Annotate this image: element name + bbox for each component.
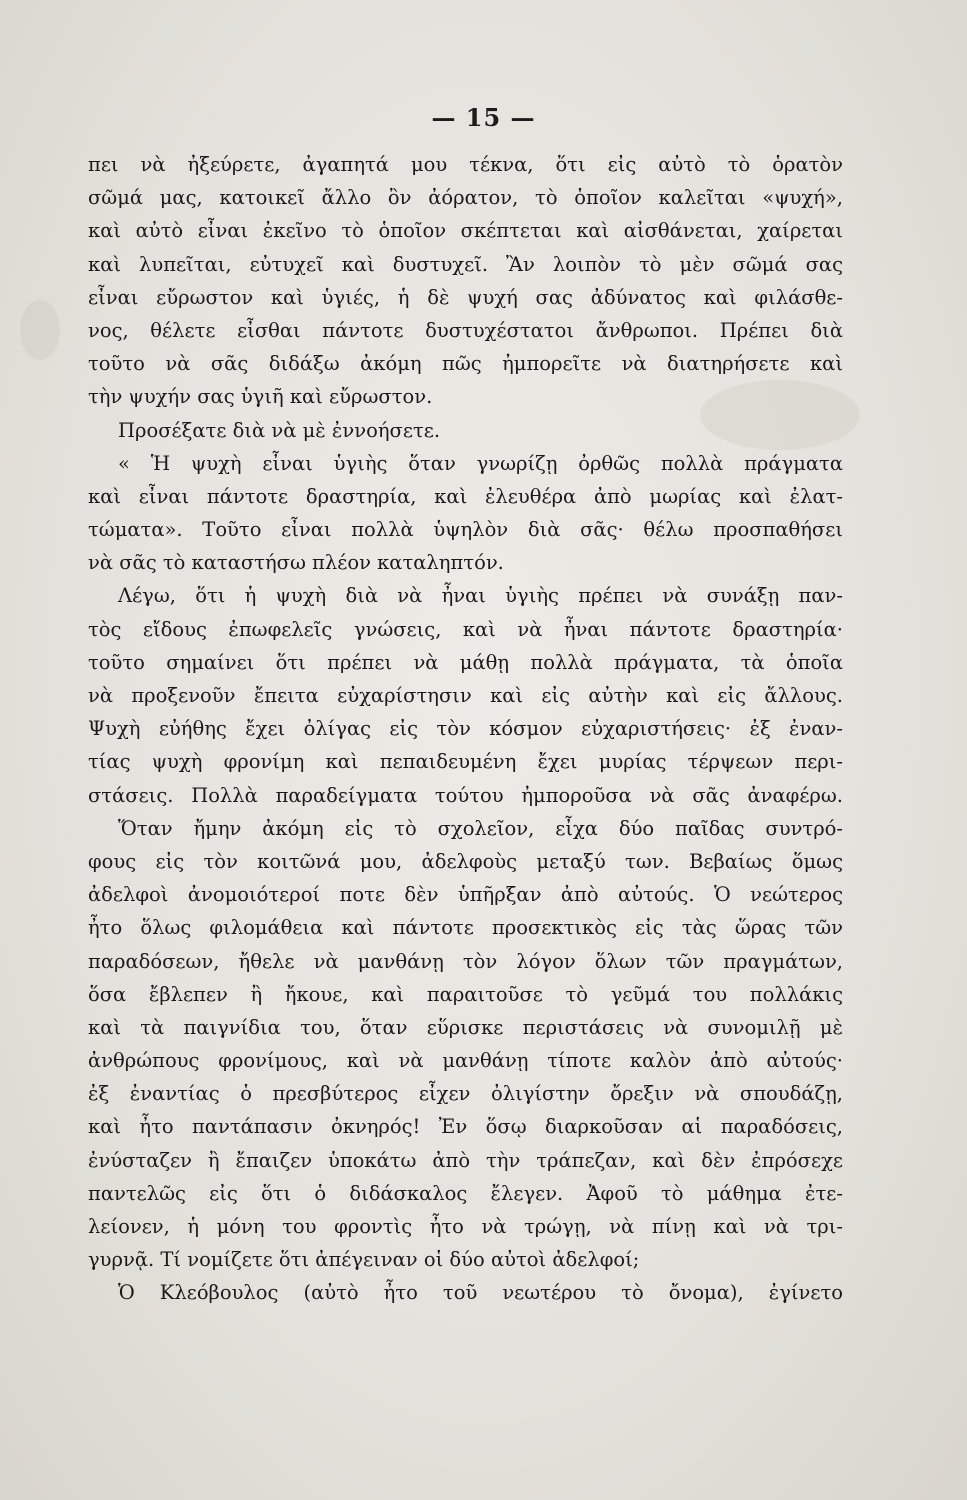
text-line: σῶμά μας, κατοικεῖ ἄλλο ὂν ἀόρατον, τὸ ὁποῖον καλεῖται «ψυχή»,: [88, 186, 843, 210]
text-line: γυρνᾷ. Τί νομίζετε ὅτι ἀπέγειναν οἱ δύο αὐτοὶ ἀδελφοί;: [88, 1248, 640, 1272]
text-line: τὴν ψυχήν σας ὑγιῆ καὶ εὔρωστον.: [88, 385, 433, 409]
text-line: νὰ σᾶς τὸ καταστήσω πλέον καταληπτόν.: [88, 551, 504, 575]
text-line: « Ἡ ψυχὴ εἶναι ὑγιὴς ὅταν γνωρίζῃ ὀρθῶς πολλὰ πράγματα: [118, 451, 843, 475]
text-line: φους εἰς τὸν κοιτῶνά μου, ἀδελφοὺς μεταξύ των. Βεβαίως ὅμως: [88, 849, 843, 873]
text-line: ἀδελφοὶ ἀνομοιότεροί ποτε δὲν ὑπῆρξαν ἀπὸ αὐτούς. Ὁ νεώτερος: [88, 883, 843, 907]
text-line: Ὅταν ἤμην ἀκόμη εἰς τὸ σχολεῖον, εἶχα δύο παῖδας συντρό-: [118, 816, 843, 840]
text-line: καὶ τὰ παιγνίδια του, ὅταν εὕρισκε περιστάσεις νὰ συνομιλῇ μὲ: [88, 1015, 843, 1039]
text-line: νὰ προξενοῦν ἔπειτα εὐχαρίστησιν καὶ εἰς αὐτὴν καὶ εἰς ἄλλους.: [88, 684, 843, 707]
text-line: ἀνθρώπους φρονίμους, καὶ νὰ μανθάνῃ τίποτε καλὸν ἀπὸ αὐτούς·: [88, 1049, 843, 1073]
text-line: Ψυχὴ εὐήθης ἔχει ὀλίγας εἰς τὸν κόσμον εὐχαριστήσεις· ἐξ ἐναν-: [88, 717, 843, 741]
text-line: Λέγω, ὅτι ἡ ψυχὴ διὰ νὰ ἦναι ὑγιὴς πρέπει νὰ συνάξῃ παν-: [118, 584, 843, 608]
text-line: ἦτο ὅλως φιλομάθεια καὶ πάντοτε προσεκτικὸς εἰς τὰς ὥρας τῶν: [88, 916, 843, 940]
text-line: Ὁ Κλεόβουλος (αὐτὸ ἦτο τοῦ νεωτέρου τὸ ὄνομα), ἐγίνετο: [118, 1281, 843, 1305]
text-line: ἐνύσταζεν ἢ ἔπαιζεν ὑποκάτω ἀπὸ τὴν τράπεζαν, καὶ δὲν ἐπρόσεχε: [88, 1148, 843, 1172]
text-line: τίας ψυχὴ φρονίμη καὶ πεπαιδευμένη ἔχει μυρίας τέρψεων περι-: [88, 750, 843, 774]
text-line: τὸς εἴδους ἐπωφελεῖς γνώσεις, καὶ νὰ ἦναι πάντοτε δραστηρία·: [88, 617, 843, 641]
text-line: Προσέξατε διὰ νὰ μὲ ἐννοήσετε.: [118, 418, 441, 442]
text-line: πει νὰ ἠξεύρετε, ἀγαπητά μου τέκνα, ὅτι εἰς αὐτὸ τὸ ὁρατὸν: [88, 153, 843, 176]
text-line: καὶ εἶναι πάντοτε δραστηρία, καὶ ἐλευθέρα ἀπὸ μωρίας καὶ ἐλατ-: [88, 484, 843, 508]
text-line: τοῦτο νὰ σᾶς διδάξω ἀκόμη πῶς ἠμπορεῖτε νὰ διατηρήσετε καὶ: [88, 352, 843, 376]
text-line: παντελῶς εἰς ὅτι ὁ διδάσκαλος ἔλεγεν. Ἀφοῦ τὸ μάθημα ἐτε-: [88, 1181, 843, 1205]
page-number: — 15 —: [431, 103, 536, 132]
text-line: ὅσα ἔβλεπεν ἢ ἤκουε, καὶ παραιτοῦσε τὸ γεῦμά του πολλάκις: [88, 982, 843, 1006]
text-line: λείονεν, ἡ μόνη του φροντὶς ἦτο νὰ τρώγῃ, νὰ πίνῃ καὶ νὰ τρι-: [88, 1215, 843, 1238]
text-line: καὶ ἦτο παντάπασιν ὀκνηρός! Ἐν ὅσῳ διαρκοῦσαν αἱ παραδόσεις,: [88, 1115, 843, 1139]
text-line: εἶναι εὔρωστον καὶ ὑγιές, ἡ δὲ ψυχή σας ἀδύνατος καὶ φιλάσθε-: [88, 285, 843, 309]
body-text: [88, 148, 843, 1310]
text-line: καὶ αὐτὸ εἶναι ἐκεῖνο τὸ ὁποῖον σκέπτεται καὶ αἰσθάνεται, χαίρεται: [88, 219, 843, 243]
text-line: τοῦτο σημαίνει ὅτι πρέπει νὰ μάθῃ πολλὰ πράγματα, τὰ ὁποῖα: [88, 650, 843, 674]
text-line: παραδόσεων, ἤθελε νὰ μανθάνῃ τὸν λόγον ὅλων τῶν πραγμάτων,: [88, 949, 843, 973]
text-line: στάσεις. Πολλὰ παραδείγματα τούτου ἠμποροῦσα νὰ σᾶς ἀναφέρω.: [88, 783, 843, 807]
text-line: νος, θέλετε εἶσθαι πάντοτε δυστυχέστατοι ἄνθρωποι. Πρέπει διὰ: [88, 318, 843, 342]
text-line: καὶ λυπεῖται, εὐτυχεῖ καὶ δυστυχεῖ. Ἂν λοιπὸν τὸ μὲν σῶμά σας: [88, 252, 843, 276]
paper-stain: [20, 300, 60, 360]
text-line: τώματα». Τοῦτο εἶναι πολλὰ ὑψηλὸν διὰ σᾶς· θέλω προσπαθήσει: [88, 518, 843, 542]
text-line: ἐξ ἐναντίας ὁ πρεσβύτερος εἶχεν ὀλιγίστην ὄρεξιν νὰ σπουδάζῃ,: [88, 1082, 843, 1106]
